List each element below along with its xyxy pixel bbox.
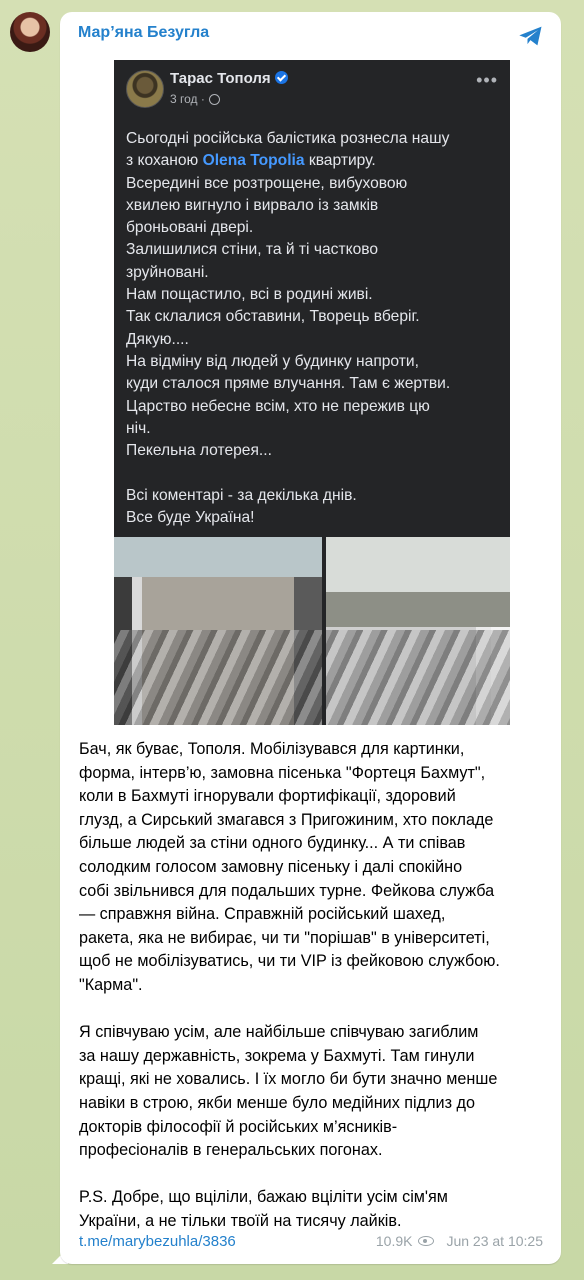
- photo-rubble: [114, 630, 510, 725]
- post-link[interactable]: t.me/marybezuhla/3836: [79, 1233, 236, 1250]
- channel-name[interactable]: Мар’яна Безугла: [78, 24, 210, 41]
- globe-icon: [209, 94, 220, 105]
- fb-author-avatar: [126, 70, 164, 108]
- fb-author-name: Тарас Тополя: [170, 70, 288, 87]
- message-bubble: [60, 12, 561, 1264]
- telegram-share-icon[interactable]: [517, 22, 545, 50]
- destroyed-apartment-photo: [114, 537, 510, 725]
- channel-avatar[interactable]: [10, 12, 50, 52]
- message-meta: [376, 1233, 543, 1249]
- verified-icon: [275, 71, 288, 84]
- view-count: 10.9K: [375, 1233, 413, 1249]
- eye-icon: [418, 1236, 434, 1246]
- message-date: Jun 23 at 10:25: [446, 1233, 543, 1249]
- message-text: Бач, як буває, Тополя. Мобілізувався для картинки, форма, інтерв’ю, замовна пісенька "Фортеця Бахмут", коли в Бахмуті ігнорували фортифікації, здоровий глузд, а Сирський змагався з Пригожиним, хто покладе більше людей за стіни одного будинку... А ти співав солодким голосом замовну пісеньку і далі спокійно собі звільнився для подальших турне. Фейкова служба — справжня війна. Справжній російський шахед, ракета, яка не вибирає, чи ти "порішав" в університеті, щоб не мобілізуватись, чи ти VIP із фейковою службою. "Карма". Я співчуваю усім, але найбільше співчуваю загиблим за нашу державність, зокрема у Бахмуті. Там гинули кращі, які не ховались. І їх могло би бути значно менше навіки в строю, якби менше було медійних підлиз до докторів філософії й російських м’ясників- професіоналів в генеральських погонах. P.S. Добре, що вціліли, бажаю вціліти усім сім'ям України, а не тільки твоїй на тисячу лайків.: [79, 740, 500, 1230]
- photo-divider: [322, 537, 326, 725]
- fb-post-time: 3 год ·: [170, 92, 220, 106]
- facebook-post-screenshot[interactable]: [114, 60, 510, 725]
- more-options-icon: •••: [476, 70, 498, 90]
- fb-mention: Olena Topolia: [202, 152, 305, 170]
- fb-post-text: Сьогодні російська балістика рознесла нашу з коханою Olena Topolia квартиру. Всередині все розтрощене, вибуховою хвилею вигнуло і вирвало із замків броньовані двері. Залишилися стіни, та й ті частково зруйновані. Нам пощастило, всі в родині живі. Так склалися обставини, Творець вберіг. Дякую.... На відміну від людей у будинку напроти, куди сталося пряме влучання. Там є жертви. Царство небесне всім, хто не пережив цю ніч. Пекельна лотерея... Всі коментарі - за декілька днів. Все буде Україна!: [126, 130, 451, 527]
